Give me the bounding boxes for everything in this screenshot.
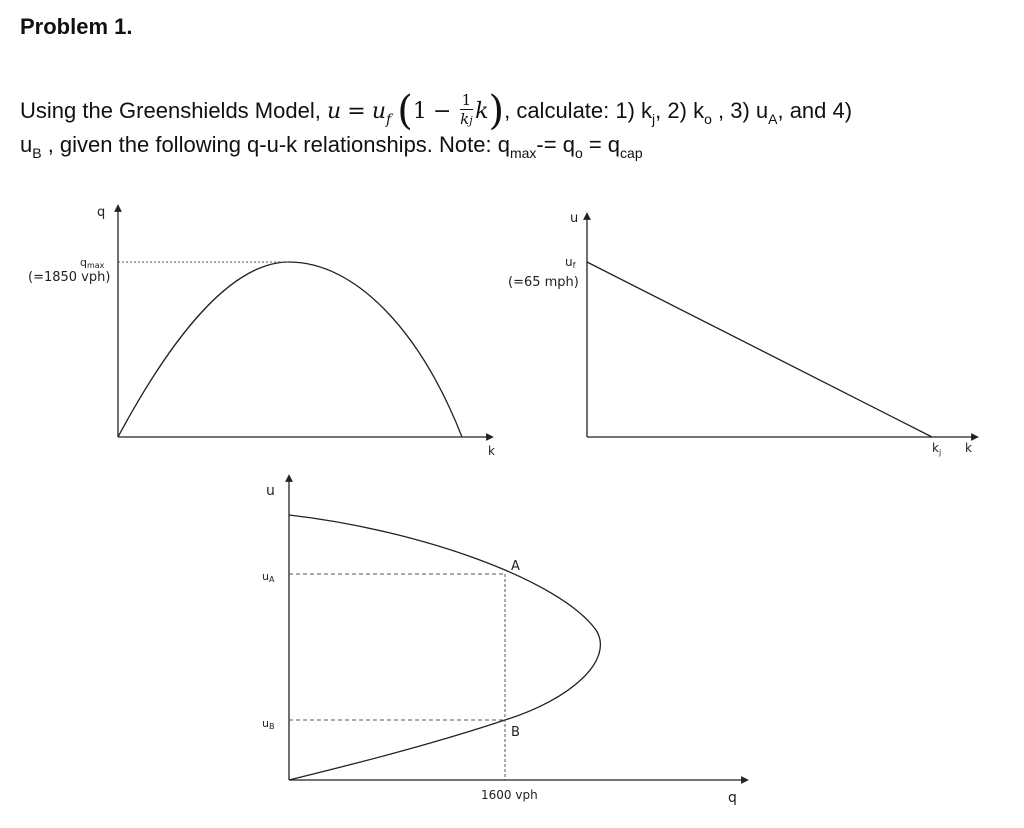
calc-text-4: , and 4) <box>777 98 853 123</box>
line2-text: , given the following q-u-k relationships. Note: q <box>41 132 510 157</box>
eq-fraction-numerator: 1 <box>461 90 472 109</box>
qk-y-label: q <box>97 205 106 220</box>
uk-line <box>587 262 932 437</box>
intro-text: Using the Greenshields Model, <box>20 98 321 123</box>
eq-uf: $u_f$ <box>371 99 392 128</box>
line2-eq1: -= q <box>536 132 575 157</box>
calc-text-2: , 2) k <box>655 98 705 123</box>
ub-sub: B <box>32 145 42 161</box>
uq-curve <box>289 515 600 780</box>
uk-uf-value: (=65 mph) <box>508 275 579 290</box>
calc-text: , calculate: 1) k <box>504 98 653 123</box>
qk-x-label: k <box>488 444 495 458</box>
uq-ua-label: uA <box>262 570 275 584</box>
uk-uf-label: uf <box>565 255 576 270</box>
qk-qmax-label: qmax <box>80 256 105 270</box>
qmax-sub: max <box>509 145 537 161</box>
uq-x-label: q <box>728 790 737 806</box>
uq-q-value: 1600 vph <box>481 788 538 802</box>
qcap-sub: cap <box>620 145 643 161</box>
ko-sub: o <box>704 111 712 127</box>
eq-equals: = <box>347 99 366 124</box>
uq-point-a: A <box>511 559 520 574</box>
qk-parabola <box>118 262 462 437</box>
eq-lhs: u <box>326 99 342 124</box>
qo-sub: o <box>574 145 583 161</box>
uq-ub-label: uB <box>262 717 275 731</box>
eq-close-paren: ) <box>488 88 505 134</box>
u-q-graph <box>262 478 745 806</box>
eq-minus: − <box>433 99 452 124</box>
ub-symbol: u <box>20 132 33 157</box>
calc-text-3: , 3) u <box>711 98 769 123</box>
qk-qmax-value: (=1850 vph) <box>28 270 111 285</box>
uq-y-label: u <box>266 483 275 499</box>
uk-kj-label: $k_j$ <box>932 441 942 457</box>
eq-one: 1 <box>412 99 427 124</box>
ua-sub: A <box>768 111 778 127</box>
uk-y-label: u <box>570 211 579 226</box>
eq-k: k <box>475 99 489 124</box>
problem-title: Problem 1. <box>20 14 133 39</box>
uk-x-label: k <box>965 441 972 455</box>
eq-fraction-denominator: kj <box>460 109 473 128</box>
kj-sub: j <box>652 111 656 127</box>
u-k-graph <box>508 211 975 457</box>
uq-point-b: B <box>511 725 520 740</box>
eq-open-paren: ( <box>397 88 413 134</box>
q-k-graph <box>28 205 495 458</box>
line2-eq2: = q <box>582 132 621 157</box>
